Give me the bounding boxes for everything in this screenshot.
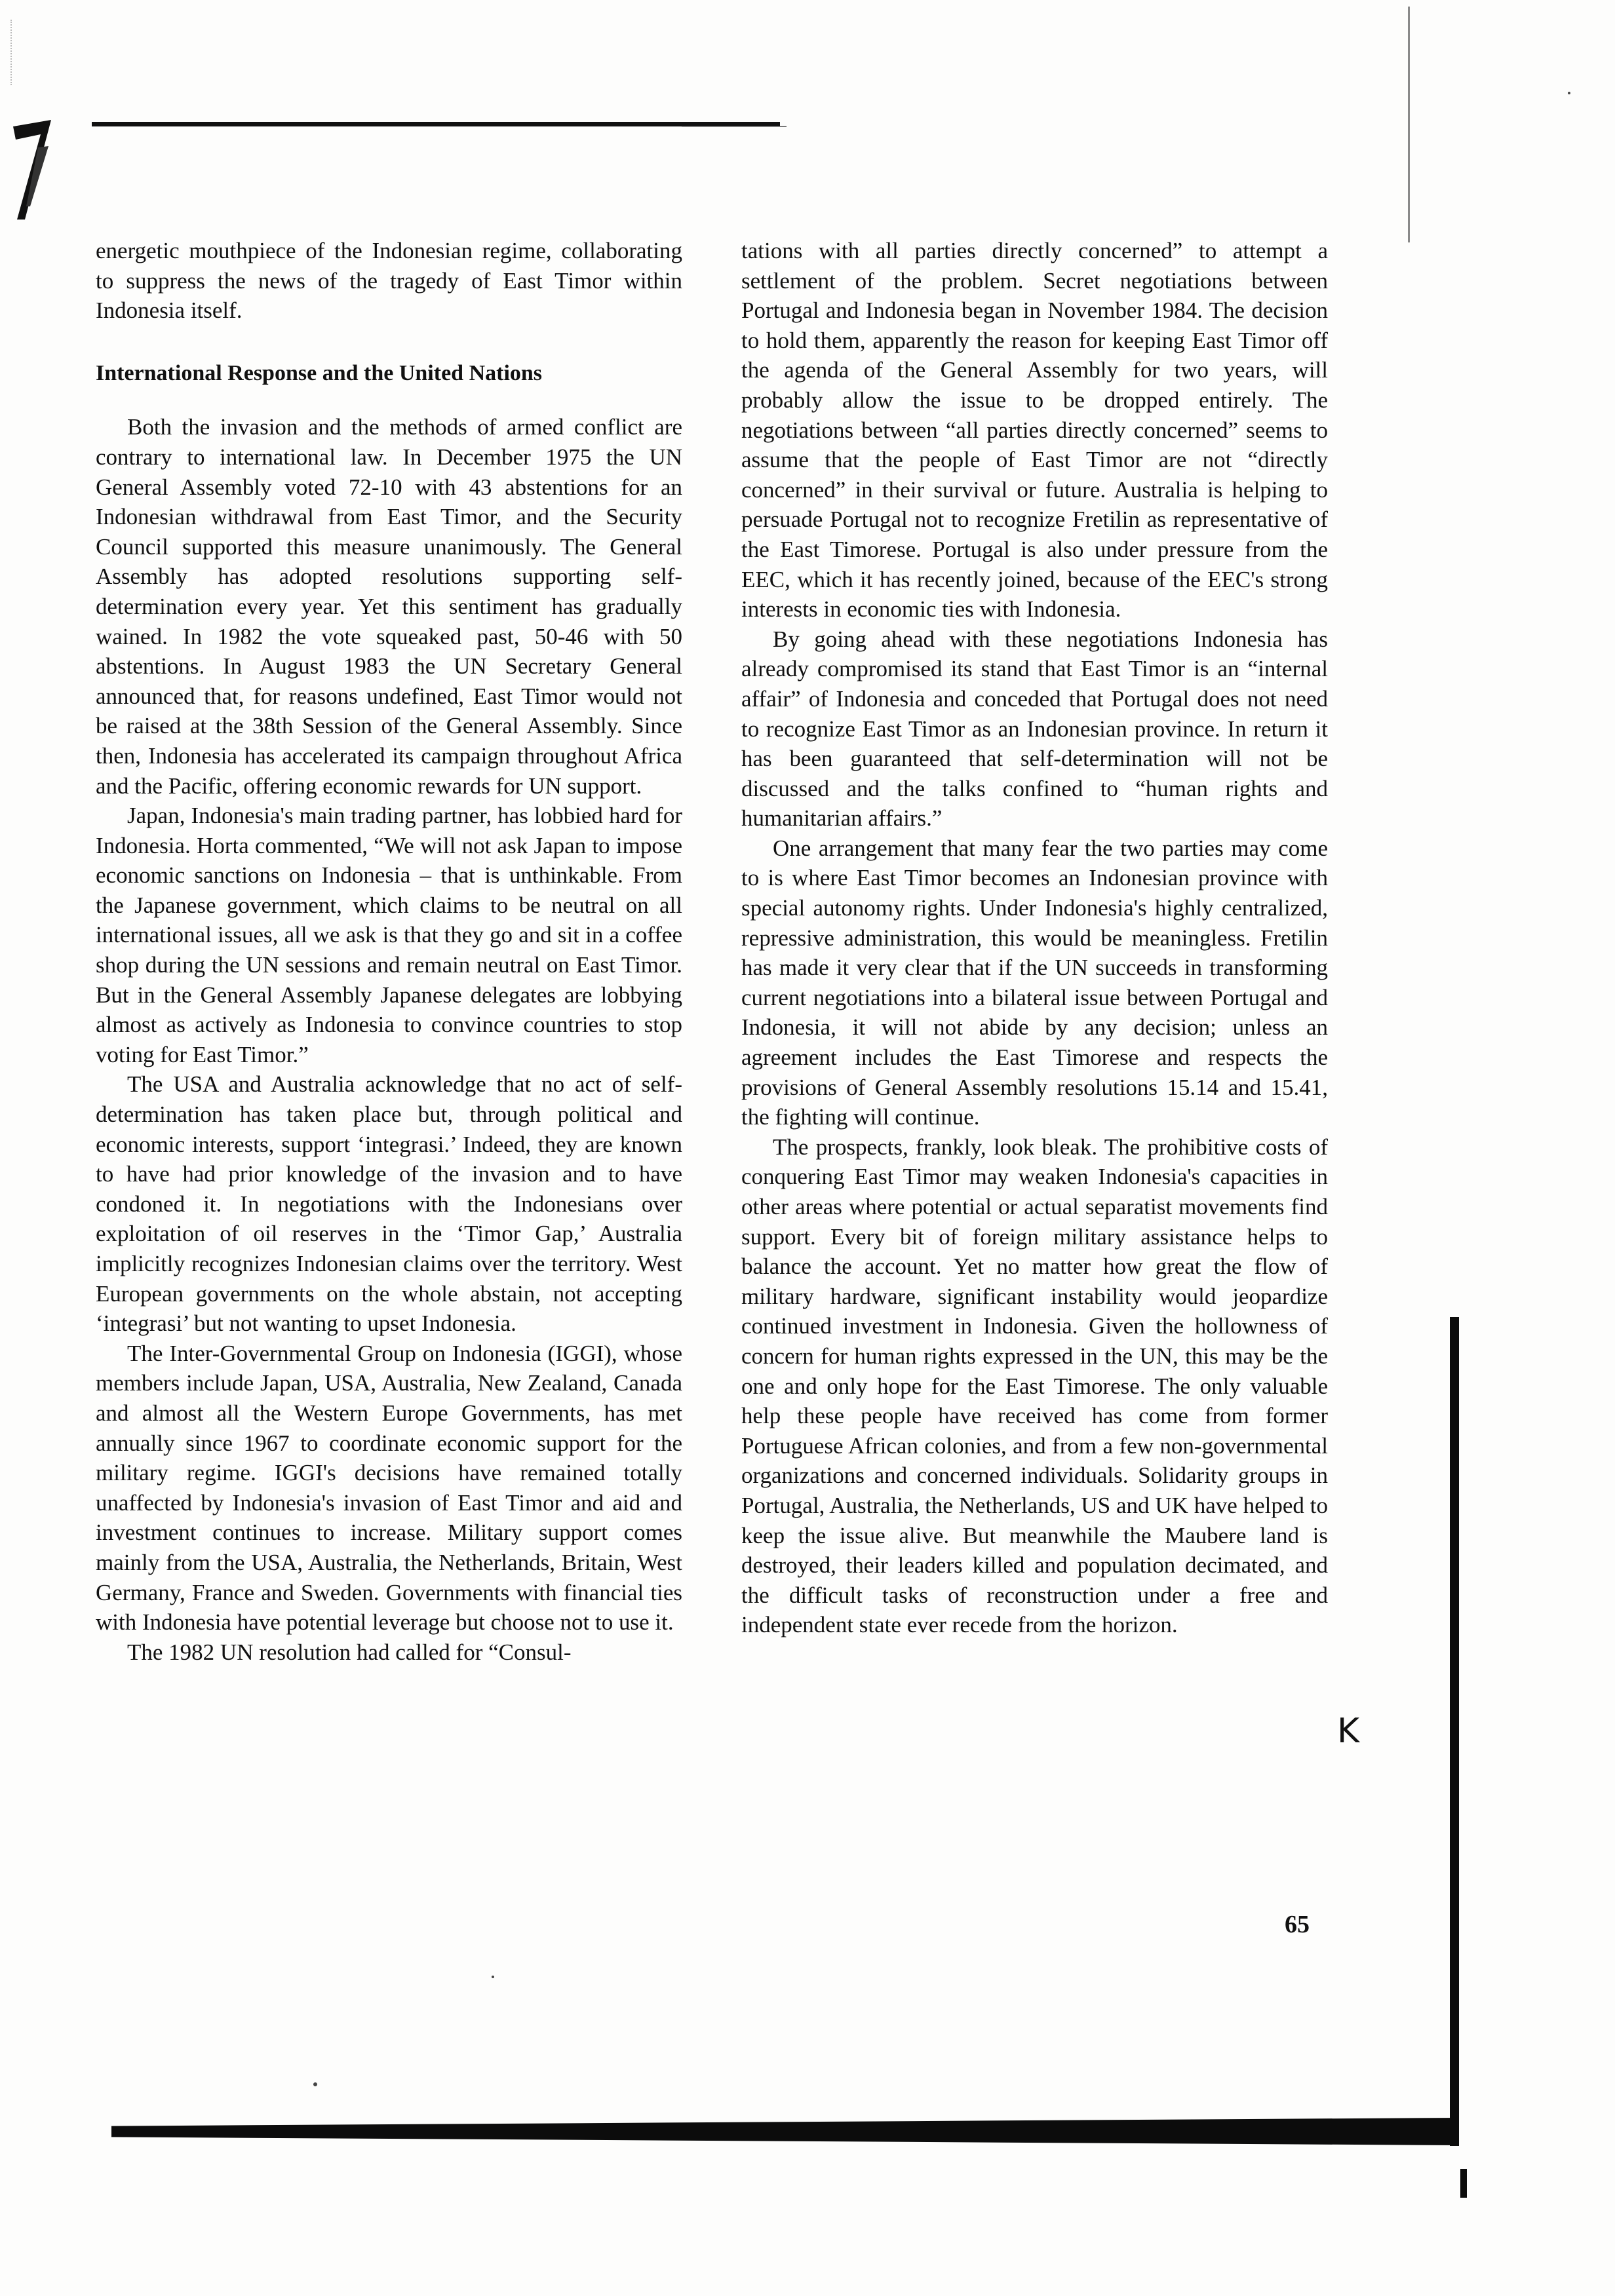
body-paragraph: tations with all parties directly concerned” to attempt a settlement of the problem. Secret negotiations between Portugal and Indonesia began in November 1984. The decision to hold them, apparently the reason for keeping East Timor off the agenda of the General Assembly for two years, will probably allow the issue to be dropped entirely. The negotiations between “all parties directly concerned” seems to assume that the people of East Timor are not “directly concerned” in their survival or future. Australia is helping to persuade Portugal not to recognize Fretilin as representative of the East Timorese. Portugal is also under pressure from the EEC, which it has recently joined, because of the EEC's strong interests in economic ties with Indonesia.: [741, 238, 1328, 622]
scan-speck: [313, 2082, 317, 2086]
body-paragraph: The prospects, frankly, look bleak. The prohibitive costs of conquering East Timor may weaken Indonesia's capacities in other areas where potential or actual separatist movements find support. Every bit of foreign military assistance helps to balance the account. Yet no matter how great the flow of military hardware, significant instability would jeopardize continued investment in Indonesia. Given the hollowness of concern for human rights expressed in the UN, this may be the one and only hope for the East Timorese. The only valuable help these people have received has come from former Portuguese African colonies, and from a few non-governmental organizations and concerned individuals. Solidarity groups in Portugal, Australia, the Netherlands, US and UK have helped to keep the issue alive. But meanwhile the Maubere land is destroyed, their leaders killed and population decimated, and the difficult tasks of reconstruction under a free and independent state ever recede from the horizon.: [741, 1134, 1328, 1638]
right-margin-rule: [1450, 1317, 1459, 2146]
top-rule: [92, 122, 780, 126]
top-rule-fade: [682, 126, 787, 127]
section-heading: International Response and the United Nations: [96, 360, 543, 385]
scan-speck: [1568, 92, 1570, 94]
continuation-paragraph: energetic mouthpiece of the Indonesian regime, collaborating to suppress the news of the tragedy of East Timor within Indonesia itself.: [96, 238, 682, 324]
scan-speck: [492, 1976, 494, 1978]
handwritten-annotation: K: [1337, 1712, 1360, 1751]
scan-edge-line: [1408, 7, 1410, 242]
bottom-rule: [111, 2118, 1459, 2145]
body-paragraph: By going ahead with these negotiations Indonesia has already compromised its stand that East Timor is an “internal affair” of Indonesia and conceded that Portugal does not need to recognize East Timor as an Indonesian province. In return it has been guaranteed that self-determination will not be discussed and the talks confined to “human rights and humanitarian affairs.”: [741, 626, 1328, 832]
body-paragraph: One arrangement that many fear the two parties may come to is where East Timor becomes an Indonesian province with special autonomy rights. Under Indonesia's highly centralized, repressive administration, this would be meaningless. Fretilin has made it very clear that if the UN succeeds in transforming current negotiations into a bilateral issue between Portugal and Indonesia, it will not abide by any decision; unless an agreement includes the East Timorese and respects the provisions of General Assembly resolutions 15.14 and 15.41, the fighting will continue.: [741, 835, 1328, 1130]
body-paragraph: Japan, Indonesia's main trading partner, has lobbied hard for Indonesia. Horta commented, “We will not ask Japan to impose economic sanctions on Indonesia – that is unthinkable. From the Japanese government, which claims to be neutral on all international issues, all we ask is that they go and sit in a coffee shop during the UN sessions and remain neutral on East Timor. But in the General Assembly Japanese delegates are lobbying almost as actively as Indonesia to convince countries to stop voting for East Timor.”: [96, 803, 682, 1067]
bottom-corner-mark: [1460, 2169, 1467, 2198]
body-paragraph: The 1982 UN resolution had called for “Consul-: [127, 1639, 572, 1665]
body-paragraph: Both the invasion and the methods of armed conflict are contrary to international law. In December 1975 the UN General Assembly voted 72-10 with 43 abstentions for an Indonesian withdrawal from East Timor, and the Security Council supported this measure unanimously. The General Assembly has adopted resolutions supporting self-determination every year. Yet this sentiment has gradually wained. In 1982 the vote squeaked past, 50-46 with 50 abstentions. In August 1983 the UN Secretary General announced that, for reasons undefined, East Timor would not be raised at the 38th Session of the General Assembly. Since then, Indonesia has accelerated its campaign throughout Africa and the Pacific, offering economic rewards for UN support.: [96, 414, 682, 799]
scan-edge-mark: [10, 20, 13, 85]
body-paragraph: The USA and Australia acknowledge that no act of self-determination has taken place but, through political and economic interests, support ‘integrasi.’ Indeed, they are known to have had prior knowledge of the invasion and to have condoned it. In negotiations with the Indonesians over exploitation of oil reserves in the ‘Timor Gap,’ Australia implicitly recognizes Indonesian claims over the territory. West European governments on the whole abstain, not accepting ‘integrasi’ but not wanting to upset Indonesia.: [96, 1071, 682, 1337]
page-number: 65: [1285, 1911, 1310, 1938]
body-paragraph: The Inter-Governmental Group on Indonesia (IGGI), whose members include Japan, USA, Australia, New Zealand, Canada and almost all the Western Europe Governments, has met annually since 1967 to coordinate economic support for the military regime. IGGI's decisions have remained totally unaffected by Indonesia's invasion of East Timor and aid and investment continues to increase. Military support comes mainly from the USA, Australia, the Netherlands, Britain, West Germany, France and Sweden. Governments with financial ties with Indonesia have potential leverage but choose not to use it.: [96, 1340, 682, 1636]
right-column: [741, 236, 1328, 1640]
left-column: [96, 236, 682, 1667]
